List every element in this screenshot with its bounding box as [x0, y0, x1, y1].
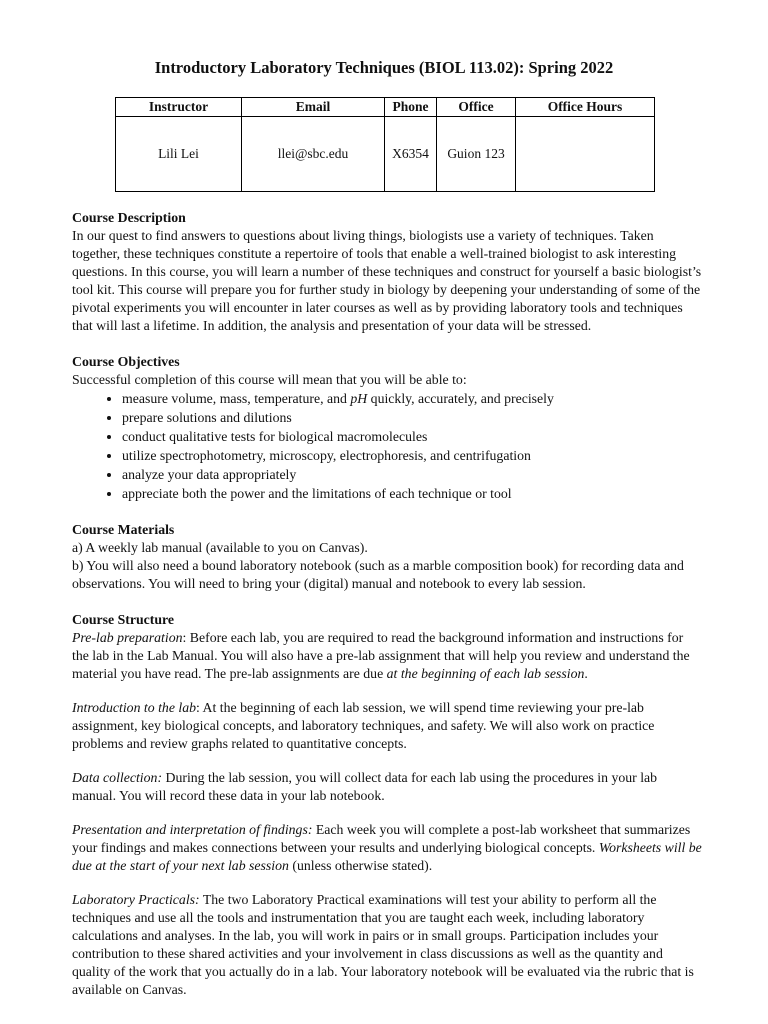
list-item: • utilize spectrophotometry, microscopy, electrophoresis, and centrifugation — [122, 446, 702, 465]
header-office: Office — [437, 98, 516, 117]
list-item-text: measure volume, mass, temperature, and — [122, 391, 351, 406]
intro-label: Introduction to the lab — [72, 700, 197, 715]
section-course-structure — [72, 611, 702, 999]
instructor-table — [115, 97, 655, 192]
structure-prelab — [72, 629, 702, 683]
section-heading: Course Structure — [72, 612, 175, 627]
list-item — [122, 389, 702, 408]
section-course-description — [72, 209, 702, 335]
list-item: • analyze your data appropriately — [122, 465, 702, 484]
section-heading: Course Objectives — [72, 354, 180, 369]
data-text: During the lab session, you will collect data for each lab using the procedures in your lab manual. You will record these data in your lab notebook. — [72, 770, 658, 803]
cell-office: Guion 123 — [437, 117, 516, 192]
materials-item-a: a) A weekly lab manual (available to you on Canvas). — [72, 540, 368, 555]
cell-instructor: Lili Lei — [116, 117, 242, 192]
section-heading: Course Description — [72, 210, 186, 225]
prelab-emphasis: at the beginning of each lab session — [386, 666, 585, 681]
objectives-intro: Successful completion of this course will mean that you will be able to: — [72, 372, 467, 387]
presentation-emphasis: Worksheets will be due at the start of your next lab session — [72, 840, 702, 873]
data-label: Data collection: — [72, 770, 163, 785]
table-header-row — [116, 98, 655, 117]
list-item-emphasis: pH — [350, 391, 368, 406]
structure-practicals — [72, 891, 702, 999]
document-body — [72, 209, 702, 999]
practicals-label: Laboratory Practicals: — [72, 892, 200, 907]
structure-intro — [72, 699, 702, 753]
intro-text: : At the beginning of each lab session, we will spend time reviewing your pre-lab assignment, key biological concepts, and laboratory techniques, and safety. We will also work on practice problems and review graphs related to quantitative concepts. — [72, 700, 655, 751]
objectives-list — [72, 389, 702, 503]
table-row — [116, 117, 655, 192]
presentation-text: Each week you will complete a post-lab worksheet that summarizes your findings and makes connections between your results and underlying biological concepts. — [72, 822, 691, 855]
presentation-end: (unless otherwise stated). — [288, 858, 433, 873]
page-title: Introductory Laboratory Techniques (BIOL 113.02): Spring 2022 — [154, 58, 614, 77]
structure-presentation — [72, 821, 702, 875]
prelab-text: : Before each lab, you are required to read the background information and instructions for the lab in the Lab Manual. You will also have a pre-lab assignment that will help you review and understand the material you have read. The pre-lab assignments are due — [72, 630, 690, 681]
list-item-text: quickly, accurately, and precisely — [367, 391, 554, 406]
materials-item-b: b) You will also need a bound laboratory notebook (such as a marble composition book) for recording data and observations. You will need to bring your (digital) manual and notebook to every lab session. — [72, 558, 684, 591]
header-instructor: Instructor — [116, 98, 242, 117]
list-item: • prepare solutions and dilutions — [122, 408, 702, 427]
practicals-text: The two Laboratory Practical examinations will test your ability to perform all the techniques and use all the tools and instrumentation that you are taught each week, including laboratory calculations and analyses. In the lab, you will work in pairs or in small groups. Participation includes your contribution to these shared activities and your involvement in class discussions as well as the quantity and quality of the work that you actually do in a lab. Your laboratory notebook will be evaluated via the rubric that is available on Canvas. — [72, 892, 694, 997]
section-course-materials — [72, 521, 702, 593]
cell-email: llei@sbc.edu — [242, 117, 385, 192]
list-item: • conduct qualitative tests for biological macromolecules — [122, 427, 702, 446]
prelab-label: Pre-lab preparation — [72, 630, 183, 645]
section-course-objectives — [72, 353, 702, 503]
header-office-hours: Office Hours — [516, 98, 655, 117]
section-heading: Course Materials — [72, 522, 175, 537]
header-phone: Phone — [385, 98, 437, 117]
prelab-end: . — [584, 666, 588, 681]
list-item: • appreciate both the power and the limitations of each technique or tool — [122, 484, 702, 503]
cell-office-hours — [516, 117, 655, 192]
cell-phone: X6354 — [385, 117, 437, 192]
header-email: Email — [242, 98, 385, 117]
presentation-label: Presentation and interpretation of findings: — [72, 822, 313, 837]
description-paragraph: In our quest to find answers to questions about living things, biologists use a variety of techniques. Taken together, these techniques constitute a repertoire of tools that enable a well-trained biologist to ask interesting questions. In this course, you will learn a number of these techniques and construct for yourself a basic biologist’s tool kit. This course will prepare you for further study in biology by deepening your understanding of some of the pivotal experiments you will encounter in later courses as well as by providing laboratory tools and techniques that will last a lifetime. In addition, the analysis and presentation of your data will be stressed. — [72, 228, 702, 333]
structure-data — [72, 769, 702, 805]
